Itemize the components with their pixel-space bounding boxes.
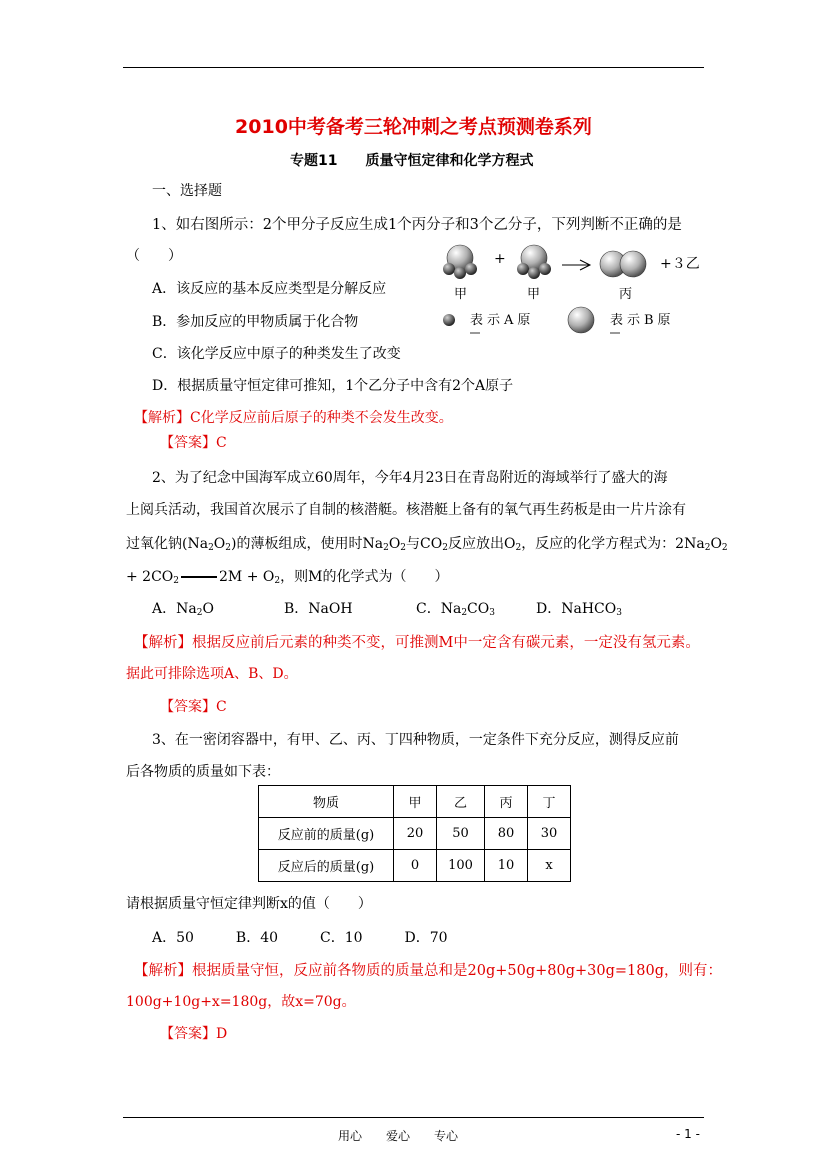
q1-option-c: C．该化学反应中原子的种类发生了改变 — [152, 346, 401, 362]
q2-analysis-line2: 据此可排除选项A、B、D。 — [126, 666, 298, 682]
q2-sub: 2 — [442, 543, 448, 553]
q2-opt-text: CO — [467, 601, 490, 617]
label-jia-1: 甲 — [454, 287, 468, 302]
q2-sub: 2 — [208, 543, 214, 553]
q2-sub: 2 — [704, 543, 711, 553]
q2-sub: 2 — [196, 608, 203, 618]
q2-text: O — [213, 536, 226, 552]
legend-a-atom-icon — [443, 314, 455, 326]
reaction-arrow — [562, 260, 590, 270]
q2-text: ，则M的化学式为（ ） — [280, 569, 449, 585]
q1-stem-line2: （ ） — [126, 248, 182, 264]
table-cell: 0 — [394, 850, 437, 882]
q3-analysis-line1 — [134, 959, 722, 980]
page-subtitle: 专题11 质量守恒定律和化学方程式 — [290, 153, 534, 169]
q2-option-b: B．NaOH — [284, 601, 353, 617]
q2-sub: 2 — [721, 543, 728, 553]
table-cell: 100 — [437, 850, 485, 882]
q2-sub: 2 — [225, 543, 232, 553]
q3-question: 请根据质量守恒定律判断x的值（ ） — [126, 896, 372, 912]
q3-mass-table — [258, 785, 571, 882]
q3-line1: 3、在一密闭容器中，有甲、乙、丙、丁四种物质，一定条件下充分反应，测得反应前 — [152, 732, 679, 748]
q2-text: O — [388, 536, 401, 552]
q3-line2: 后各物质的质量如下表： — [126, 764, 280, 780]
q2-line4 — [126, 566, 448, 586]
table-cell: 反应后的质量(g) — [259, 850, 394, 882]
q2-option-c — [416, 598, 495, 618]
q1-option-a: A．该反应的基本反应类型是分解反应 — [152, 281, 387, 297]
table-cell: 10 — [485, 850, 528, 882]
q2-option-a — [152, 598, 214, 618]
table-cell: 80 — [485, 818, 528, 850]
q2-line1: 2、为了纪念中国海军成立60周年，今年4月23日在青岛附近的海域举行了盛大的海 — [152, 470, 668, 486]
label-bing: 丙 — [619, 287, 633, 302]
q2-option-d — [536, 598, 622, 618]
q2-opt-text: D．NaHCO — [536, 601, 617, 617]
q2-text: 过氧化钠(Na — [126, 536, 209, 552]
table-cell: 50 — [437, 818, 485, 850]
q1-reaction-figure — [430, 238, 720, 338]
q2-sub: 2 — [173, 576, 180, 586]
q2-line2: 上阅兵活动，我国首次展示了自制的核潜艇。核潜艇上备有的氧气再生药板是由一片片涂有 — [126, 502, 686, 518]
q2-text: )的薄板组成，使用时Na — [231, 536, 384, 552]
header-rule — [123, 67, 704, 68]
plus-three-yi: +３乙 — [660, 256, 700, 272]
q1-analysis-text: C化学反应前后原子的种类不会发生改变。 — [190, 410, 453, 426]
table-header-cell: 丁 — [528, 786, 571, 818]
equals-line — [181, 576, 217, 578]
q2-opt-text: A．Na — [152, 601, 197, 617]
table-header-cell: 丙 — [485, 786, 528, 818]
legend-b-atom-icon — [568, 307, 594, 333]
q2-sub: 2 — [383, 543, 389, 553]
q2-answer: 【答案】C — [160, 699, 227, 715]
footer-slogan: 用心 爱心 专心 — [338, 1129, 459, 1143]
q2-text: 与CO — [406, 536, 443, 552]
table-row — [259, 818, 571, 850]
q2-text: 2M + O — [219, 569, 275, 585]
table-cell: 20 — [394, 818, 437, 850]
q2-sub: 2 — [400, 543, 407, 553]
q2-analysis-tag: 【解析】 — [134, 635, 192, 651]
q2-sub: 2 — [461, 608, 468, 618]
q3-analysis-tag: 【解析】 — [134, 963, 192, 979]
footer-rule — [123, 1117, 704, 1118]
q2-text: ，反应的化学方程式为：2Na — [521, 536, 705, 552]
table-cell: x — [528, 850, 571, 882]
q1-analysis-tag: 【解析】 — [134, 410, 190, 426]
q2-text: + 2CO — [126, 569, 174, 585]
q2-text: 反应放出O — [447, 536, 516, 552]
q1-option-b: B．参加反应的甲物质属于化合物 — [152, 314, 359, 330]
q2-sub: 2 — [274, 576, 281, 586]
table-row — [259, 850, 571, 882]
q1-analysis — [134, 407, 453, 427]
q2-opt-text: O — [202, 601, 214, 617]
legend-b-text: 表示B原 — [610, 313, 675, 328]
q1-stem-line1: 1、如右图所示：2个甲分子反应生成1个丙分子和3个乙分子，下列判断不正确的是 — [152, 217, 682, 233]
q3-analysis-text: 根据质量守恒，反应前各物质的质量总和是20g+50g+80g+30g=180g，则有： — [192, 963, 722, 979]
q2-sub: 3 — [616, 608, 622, 618]
table-header-cell: 甲 — [394, 786, 437, 818]
q1-answer: 【答案】C — [160, 435, 227, 451]
label-jia-2: 甲 — [527, 287, 541, 302]
table-cell: 30 — [528, 818, 571, 850]
table-cell: 反应前的质量(g) — [259, 818, 394, 850]
table-header-cell: 物质 — [259, 786, 394, 818]
molecule-jia-1 — [443, 245, 477, 279]
q3-answer: 【答案】D — [160, 1026, 228, 1042]
page-title: 2010中考备考三轮冲刺之考点预测卷系列 — [235, 116, 592, 138]
legend-a-text: 表示A原 — [470, 313, 535, 328]
q2-analysis-text: 根据反应前后元素的种类不变，可推测M中一定含有碳元素，一定没有氢元素。 — [192, 635, 700, 651]
q2-sub: 2 — [515, 543, 522, 553]
table-header-row — [259, 786, 571, 818]
molecule-bing — [600, 251, 646, 277]
plus-sign: + — [494, 251, 506, 267]
q3-options: A．50 B．40 C．10 D．70 — [152, 930, 448, 946]
molecule-jia-2 — [517, 245, 551, 279]
q2-sub: 3 — [489, 608, 495, 618]
q3-analysis-line2: 100g+10g+x=180g，故x=70g。 — [126, 994, 356, 1010]
table-header-cell: 乙 — [437, 786, 485, 818]
q1-option-d: D．根据质量守恒定律可推知，1个乙分子中含有2个A原子 — [152, 378, 514, 394]
q2-opt-text: C．Na — [416, 601, 462, 617]
q2-line3 — [126, 533, 728, 553]
page-number: - 1 - — [676, 1127, 700, 1141]
q2-analysis-line1 — [134, 631, 700, 652]
q2-text: O — [710, 536, 722, 552]
section-heading: 一、选择题 — [152, 183, 222, 199]
